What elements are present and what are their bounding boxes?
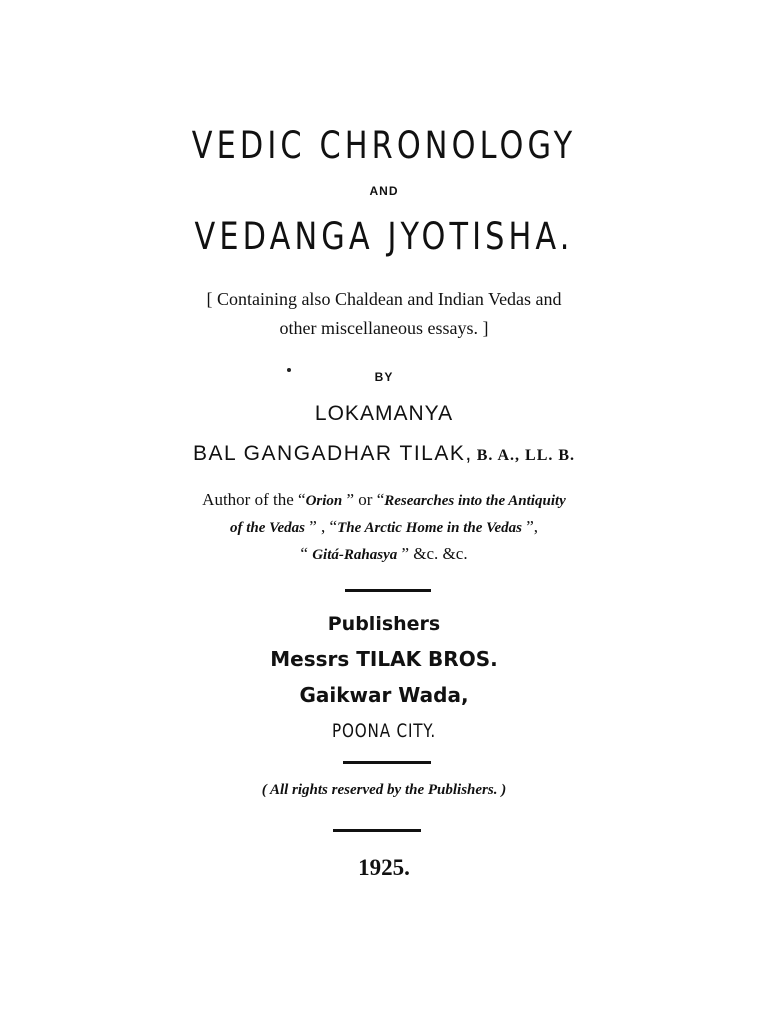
works-line-1: Author of the “Orion ” or “Researches into the Antiquity [202, 490, 566, 509]
rights-notice: ( All rights reserved by the Publishers. ) [261, 782, 507, 798]
publisher-address: Gaikwar Wada, [299, 683, 469, 707]
publishers-heading: Publishers [327, 613, 441, 635]
works-line-3: “ Gitá-Rahasya ” &c. &c. [300, 544, 468, 563]
divider-rule-1 [345, 589, 431, 592]
work-researches: Researches into the Antiquity [384, 493, 566, 509]
work-researches-cont: of the Vedas [230, 520, 305, 536]
divider-rule-3 [333, 829, 421, 832]
divider-rule-2 [343, 761, 431, 764]
work-gita-rahasya: Gitá-Rahasya [312, 547, 398, 563]
description-line-1: [ Containing also Chaldean and Indian Vedas and [206, 289, 562, 309]
author-line [0, 442, 768, 466]
description-line-2: other miscellaneous essays. ] [279, 318, 489, 338]
works-line-2: of the Vedas ” , “The Arctic Home in the Vedas ”, [230, 517, 538, 536]
author-name: BAL GANGADHAR TILAK, [192, 442, 473, 465]
title-connector: AND [369, 184, 399, 198]
publisher-name: Messrs TILAK BROS. [270, 647, 498, 671]
publication-year: 1925. [358, 855, 410, 880]
second-title: VEDANGA JYOTISHA. [194, 215, 574, 258]
by-label: BY [374, 370, 394, 384]
work-orion: Orion [305, 493, 343, 509]
publisher-city: POONA CITY. [332, 720, 436, 742]
main-title: VEDIC CHRONOLOGY [191, 124, 577, 167]
work-arctic-home: The Arctic Home in the Vedas [337, 520, 522, 536]
author-degrees: B. A., LL. B. [476, 447, 576, 464]
author-honorific: LOKAMANYA [314, 402, 454, 425]
